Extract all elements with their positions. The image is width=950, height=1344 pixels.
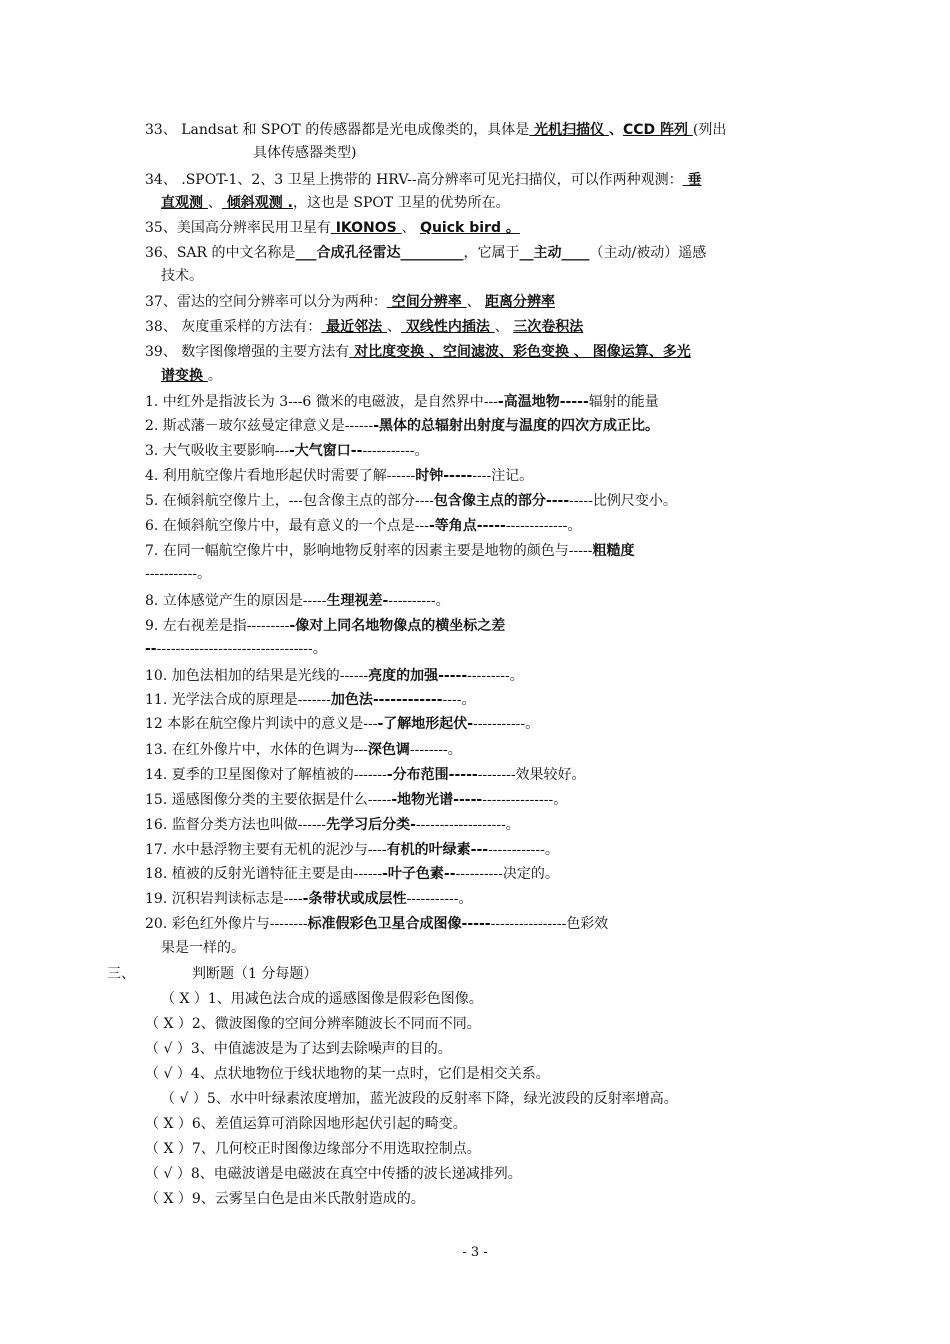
item-text: 12 本影在航空像片判读中的意义是--- <box>145 716 378 732</box>
question-text: 39、 数字图像增强的主要方法有 <box>145 344 350 360</box>
answer-text: 光机扫描仪 <box>529 122 609 138</box>
question-38 <box>145 317 583 337</box>
answer-text: 垂 <box>682 172 702 188</box>
answer-text: -等角点----- <box>429 518 506 534</box>
answer-text: 粗糙度 <box>592 543 635 559</box>
answer-text: -地物光谱----- <box>391 792 483 808</box>
answer-text: -- <box>145 641 157 657</box>
answer-text: 双线性内插法 <box>401 319 495 335</box>
answer-text: 加色法------------ <box>330 692 443 708</box>
item-19 <box>145 889 473 909</box>
item-text: 3. 大气吸收主要影响--- <box>145 443 289 459</box>
item-text: 4. 利用航空像片看地形起伏时需要了解------ <box>145 468 416 484</box>
item-text: 18. 植被的反射光谱特征主要是由------ <box>145 866 383 882</box>
item-text: 10. 加色法相加的结果是光线的------ <box>145 668 369 684</box>
item-12 <box>145 714 539 734</box>
item-7 <box>145 541 634 561</box>
question-text: 35、美国高分辨率民用卫星有 <box>145 220 331 236</box>
item-text: ----------------色彩效 <box>490 916 609 932</box>
item-text: ----------决定的。 <box>455 866 559 882</box>
separator: 、 <box>608 122 623 138</box>
answer-text: 三次卷积法 <box>513 319 584 335</box>
item-1 <box>145 392 659 412</box>
question-36-continued: 技术。 <box>161 268 203 284</box>
answer-text: 直观测 <box>161 195 208 211</box>
question-33 <box>145 120 726 140</box>
answer-text: ___合成孔径雷达_________ <box>295 245 464 261</box>
item-text: --------。 <box>409 742 462 758</box>
item-6 <box>145 516 581 536</box>
answer-text: 、 图像运算、多光 <box>573 344 691 360</box>
answer-text: IKONOS <box>330 220 402 236</box>
item-4 <box>145 466 533 486</box>
item-text: ----注记。 <box>472 468 534 484</box>
item-text: 6. 在倾斜航空像片中，最有意义的一个点是--- <box>145 518 429 534</box>
question-35 <box>145 218 520 238</box>
question-39-continued <box>161 366 222 386</box>
item-text: 9. 左右视差是指--------- <box>145 618 290 634</box>
item-text: ------------。 <box>488 842 559 858</box>
answer-text: CCD 阵列 <box>622 122 693 138</box>
item-text: -------------------。 <box>415 817 520 833</box>
answer-text: 深色调 <box>367 742 410 758</box>
question-text: 37、雷达的空间分辨率可以分为两种： <box>145 294 387 310</box>
item-text: -----------。 <box>473 716 540 732</box>
judge-item-2: （ X ）2、微波图像的空间分辨率随波长不同而不同。 <box>145 1016 481 1032</box>
question-text: 38、 灰度重采样的方法有： <box>145 319 322 335</box>
section-number: 三、 <box>107 966 135 982</box>
question-33-continued: 具体传感器类型) <box>253 145 357 161</box>
answer-text: 亮度的加强----- <box>368 668 468 684</box>
judge-item-1: （ X ）1、用减色法合成的遥感图像是假彩色图像。 <box>161 991 483 1007</box>
item-3 <box>145 441 428 461</box>
answer-text: -像对上同名地物像点的横坐标之差 <box>289 618 506 634</box>
question-text: 36、SAR 的中文名称是 <box>145 245 296 261</box>
item-text: 16. 监督分类方法也叫做------ <box>145 817 327 833</box>
answer-text: -条带状或成层性 <box>302 891 407 907</box>
judge-item-7: （ X ）7、几何校正时图像边缘部分不用选取控制点。 <box>145 1141 481 1157</box>
item-text: ----。 <box>442 692 476 708</box>
question-34 <box>145 170 702 190</box>
item-text: 14. 夏季的卫星图像对了解植被的------- <box>145 767 387 783</box>
item-11 <box>145 690 475 710</box>
item-20-continued: 果是一样的。 <box>161 940 245 956</box>
judge-item-3: （ √ ）3、中值滤波是为了达到去除噪声的目的。 <box>145 1041 452 1057</box>
item-14 <box>145 765 586 785</box>
judge-item-4: （ √ ）4、点状地物位于线状地物的某一点时，它们是相交关系。 <box>145 1066 550 1082</box>
question-text: (列出 <box>692 122 727 138</box>
question-text: （主动/被动）遥感 <box>589 245 707 261</box>
question-text: ，这也是 SPOT 卫星的优势所在。 <box>292 195 510 211</box>
answer-text: 先学习后分类- <box>326 817 416 833</box>
answer-text: 距离分辨率 <box>485 294 556 310</box>
answer-text: -大气窗口-- <box>289 443 363 459</box>
question-text: 33、 Landsat 和 SPOT 的传感器都是光电成像类的，具体是 <box>145 122 530 138</box>
separator: 、 <box>207 195 222 211</box>
answer-text: 空间分辨率 <box>386 294 467 310</box>
question-34-continued <box>161 193 510 213</box>
item-text: -----------。 <box>406 891 473 907</box>
answer-text: 生理视差- <box>326 593 389 609</box>
separator: 、 <box>494 319 514 335</box>
item-10 <box>145 666 524 686</box>
item-text: 8. 立体感觉产生的原因是----- <box>145 593 327 609</box>
question-36 <box>145 243 706 263</box>
question-text: 。 <box>207 368 222 384</box>
answer-text: 、空间滤波、彩色变换 <box>429 344 574 360</box>
question-37 <box>145 292 555 312</box>
item-text: ---------------------------------。 <box>156 641 327 657</box>
item-18 <box>145 864 559 884</box>
item-text: 19. 沉积岩判读标志是---- <box>145 891 303 907</box>
item-text: ---------------。 <box>482 792 568 808</box>
item-text: 5. 在倾斜航空像片上，---包含像主点的部分---- <box>145 493 434 509</box>
item-7-continued: -----------。 <box>145 566 212 582</box>
answer-text: __主动____ <box>519 245 590 261</box>
answer-text: 有机的叶绿素--- <box>386 842 489 858</box>
item-text: 15. 遥感图像分类的主要依据是什么----- <box>145 792 392 808</box>
item-16 <box>145 815 520 835</box>
answer-text: -分布范围----- <box>386 767 478 783</box>
judge-item-5: （ √ ）5、水中叶绿素浓度增加，蓝光波段的反射率下降，绿光波段的反射率增高。 <box>161 1091 678 1107</box>
answer-text: -叶子色素-- <box>382 866 456 882</box>
item-2 <box>145 416 659 436</box>
item-text: 11. 光学法合成的原理是------- <box>145 692 331 708</box>
separator: 、 <box>466 294 486 310</box>
item-9 <box>145 616 505 636</box>
answer-text: 包含像主点的部分---- <box>433 493 570 509</box>
separator: 、 <box>401 220 421 236</box>
item-text: 17. 水中悬浮物主要有无机的泥沙与---- <box>145 842 387 858</box>
item-text: 辐射的能量 <box>588 394 659 410</box>
question-text: ，它属于 <box>463 245 520 261</box>
item-15 <box>145 790 567 810</box>
item-text: ----------。 <box>388 593 450 609</box>
item-text: 20. 彩色红外像片与-------- <box>145 916 308 932</box>
answer-text: 标准假彩色卫星合成图像----- <box>307 916 491 932</box>
answer-text: 谱变换 <box>161 368 208 384</box>
judge-item-6: （ X ）6、差值运算可消除因地形起伏引起的畸变。 <box>145 1116 467 1132</box>
answer-text: -黑体的总辐射出射度与温度的四次方成正比。 <box>373 418 660 434</box>
item-20 <box>145 914 608 934</box>
answer-text: 对比度变换 <box>349 344 430 360</box>
item-text: -----比例尺变小。 <box>569 493 677 509</box>
item-text: 7. 在同一幅航空像片中，影响地物反射率的因素主要是地物的颜色与----- <box>145 543 593 559</box>
item-5 <box>145 491 677 511</box>
item-text: 2. 斯忒藩－玻尔兹曼定律意义是------ <box>145 418 374 434</box>
item-17 <box>145 840 559 860</box>
item-9-continued <box>145 639 327 659</box>
item-text: 1. 中红外是指波长为 3---6 微米的电磁波，是自然界中--- <box>145 394 498 410</box>
item-text: ---------。 <box>467 668 524 684</box>
separator: 、 <box>387 319 402 335</box>
answer-text: 倾斜观测 . <box>221 195 293 211</box>
item-13 <box>145 740 462 760</box>
item-text: -----------。 <box>362 443 429 459</box>
question-text: 34、 .SPOT-1、2、3 卫星上携带的 HRV--高分辨率可见光扫描仪，可以作两种观测： <box>145 172 683 188</box>
item-text: -------------。 <box>505 518 582 534</box>
section-title: 判断题（1 分每题） <box>192 966 318 982</box>
question-39 <box>145 342 691 362</box>
judge-item-8: （ √ ）8、电磁波谱是电磁波在真空中传播的波长递减排列。 <box>145 1166 522 1182</box>
judge-item-9: （ X ）9、云雾呈白色是由米氏散射造成的。 <box>145 1191 425 1207</box>
item-8 <box>145 591 450 611</box>
item-text: 13. 在红外像片中，水体的色调为--- <box>145 742 368 758</box>
answer-text: Quick bird 。 <box>420 220 520 236</box>
answer-text: -高温地物----- <box>497 394 589 410</box>
page-number: - 3 - <box>462 1245 488 1260</box>
answer-text: 最近邻法 <box>321 319 388 335</box>
answer-text: 时钟----- <box>415 468 473 484</box>
item-text: --------效果较好。 <box>477 767 586 783</box>
answer-text: -了解地形起伏- <box>377 716 474 732</box>
